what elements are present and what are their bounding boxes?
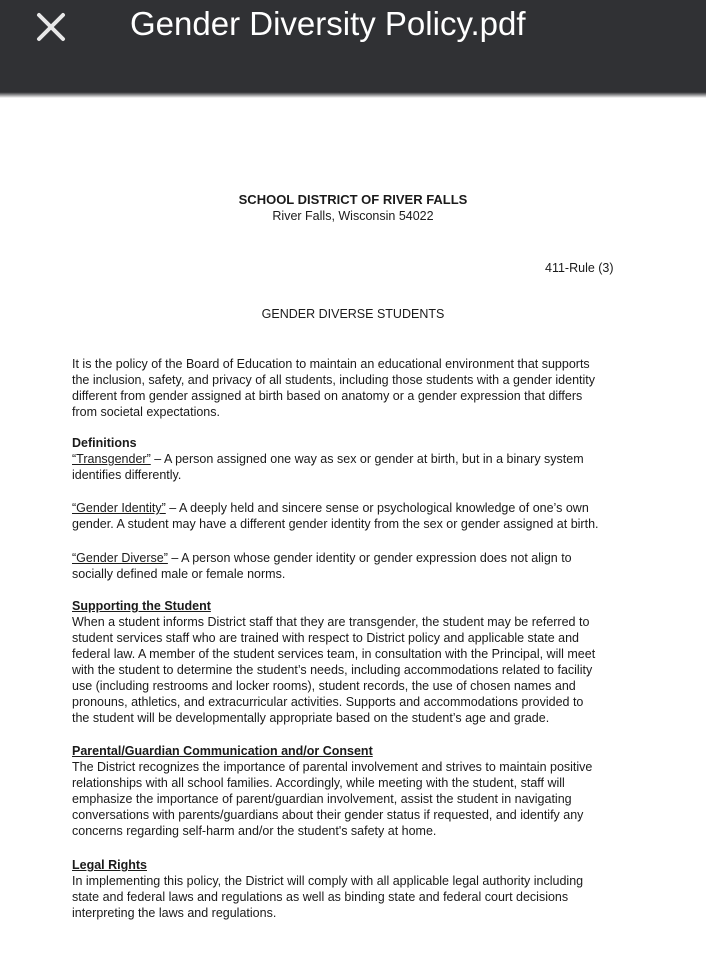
parental-line: conversations with parents/guardians about their gender status if requested, and identify any: [72, 808, 584, 822]
gender-identity-term: “Gender Identity”: [72, 501, 166, 515]
supporting-heading: Supporting the Student: [72, 599, 211, 613]
close-button[interactable]: [34, 10, 68, 44]
rule-number: 411-Rule (3): [545, 261, 614, 275]
supporting-line: student services staff who are trained with respect to District policy and applicable state and: [72, 631, 579, 645]
gender-diverse-definition: [72, 550, 652, 582]
close-icon: [34, 10, 68, 44]
transgender-text-cont: identifies differently.: [72, 468, 182, 482]
supporting-line: use (including restrooms and locker rooms), student records, the use of chosen names and: [72, 679, 576, 693]
viewer-toolbar: [0, 0, 706, 92]
legal-heading: Legal Rights: [72, 858, 148, 872]
pdf-page: [0, 98, 706, 960]
gender-identity-text: – A deeply held and sincere sense or psychological knowledge of one’s own: [165, 501, 589, 515]
gender-diverse-text-cont: socially defined male or female norms.: [72, 567, 286, 581]
gender-diverse-term: “Gender Diverse”: [72, 551, 168, 565]
gender-identity-text-cont: gender. A student may have a different gender identity from the sex or gender assigned at birth.: [72, 517, 599, 531]
intro-line: from societal expectations.: [72, 405, 220, 419]
intro-line: It is the policy of the Board of Education to maintain an educational environment that supports: [72, 357, 590, 371]
transgender-term: “Transgender”: [72, 452, 151, 466]
gender-identity-definition: [72, 500, 652, 532]
gender-diverse-text: – A person whose gender identity or gender expression does not align to: [167, 551, 572, 565]
supporting-section: [72, 598, 652, 726]
parental-heading: Parental/Guardian Communication and/or Consent: [72, 744, 373, 758]
intro-line: different from gender assigned at birth based on anatomy or a gender expression that differs: [72, 389, 583, 403]
parental-line: emphasize the importance of parent/guardian involvement, assist the student in navigating: [72, 792, 572, 806]
district-address: River Falls, Wisconsin 54022: [272, 209, 434, 223]
parental-section: [72, 743, 652, 839]
parental-line: The District recognizes the importance of parental involvement and strives to maintain positive: [72, 760, 593, 774]
legal-section: [72, 857, 652, 921]
transgender-definition: [72, 451, 652, 467]
supporting-line: federal law. A member of the student services team, in consultation with the Principal, will meet: [72, 647, 596, 661]
supporting-line: with the student to determine the student’s needs, including accommodations related to facility: [72, 663, 593, 677]
legal-line: interpreting the laws and regulations.: [72, 906, 277, 920]
definitions-heading: Definitions: [72, 436, 137, 450]
parental-line: relationships with all school families. Accordingly, while meeting with the student, staff will: [72, 776, 565, 790]
definitions-section: [72, 435, 652, 483]
document-title: Gender Diversity Policy.pdf: [130, 5, 526, 42]
legal-line: In implementing this policy, the District will comply with all applicable legal authority including: [72, 874, 584, 888]
supporting-line: the student will be developmentally appropriate based on the student’s age and grade.: [72, 711, 550, 725]
supporting-line: pronouns, athletics, and extracurricular activities. Supports and accommodations provided to: [72, 695, 584, 709]
legal-line: state and federal laws and regulations as well as binding state and federal court decisions: [72, 890, 569, 904]
parental-line: concerns regarding self-harm and/or the student's safety at home.: [72, 824, 437, 838]
intro-line: the inclusion, safety, and privacy of all students, including those students with a gender identity: [72, 373, 595, 387]
supporting-line: When a student informs District staff that they are transgender, the student may be referred to: [72, 615, 590, 629]
policy-subject: GENDER DIVERSE STUDENTS: [261, 307, 445, 321]
intro-paragraph: [72, 356, 652, 420]
transgender-text: – A person assigned one way as sex or gender at birth, but in a binary system: [150, 452, 584, 466]
district-name: SCHOOL DISTRICT OF RIVER FALLS: [238, 192, 468, 207]
